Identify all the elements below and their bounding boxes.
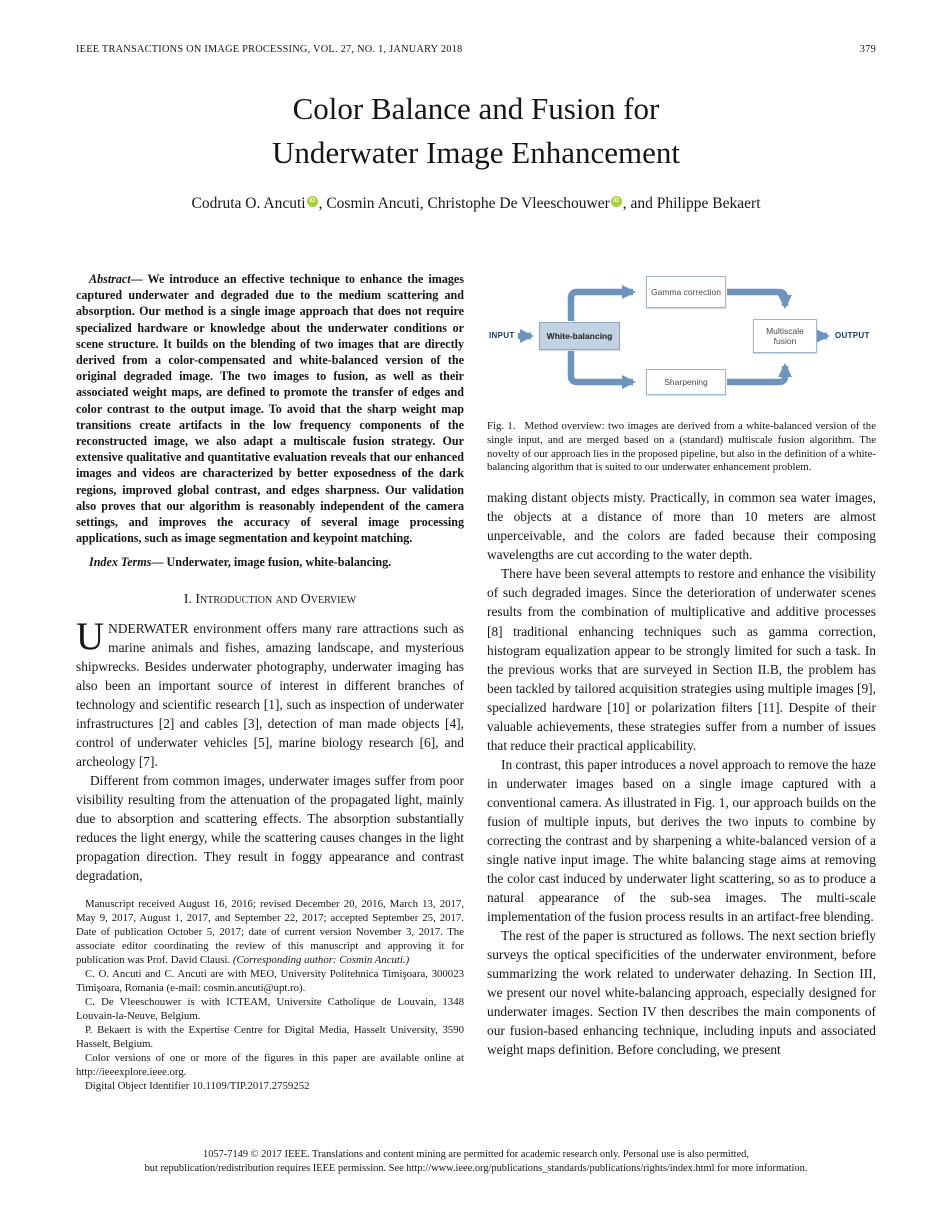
- abstract-text: We introduce an effective technique to enhance the images captured underwater and degraded due to the medium scattering and absorption. Our method is a single image approach that does not require specialized hardware or knowledge about the underwater conditions or scene structure. It builds on the blending of two images that are directly derived from a color-compensated and white-balanced version of the original degraded image. The two images to fusion, as well as their associated weight maps, are defined to promote the transfer of edges and color contrast to the output image. To avoid that the sharp weight map transitions create artifacts in the low frequency components of the reconstructed image, we also adapt a multiscale fusion strategy. Our extensive qualitative and quantitative evaluation reveals that our enhanced images and videos are characterized by better exposedness of the dark regions, improved global contrast, and edges sharpness. Our validation also proves that our algorithm is reasonably independent of the camera settings, and improves the accuracy of several image processing applications, such as image segmentation and keypoint matching.: [76, 272, 465, 546]
- figure1-caption-label: Fig. 1.: [487, 420, 516, 433]
- footnote-manuscript: Manuscript received August 16, 2016; revised December 20, 2016, March 13, 2017, May 9, 2017, August 1, 2017, and September 22, 2017; accepted September 25, 2017. Date of publication October 5, 2017; date of current version November 3, 2017. The associate editor coordinating the review of this manuscript and approving it for publication was Prof. David Clausi. (Corresponding author: Cosmin Ancuti.): [76, 898, 464, 966]
- gamma-correction-box: Gamma correction: [646, 276, 726, 308]
- figure1-caption-text: Method overview: two images are derived from a white-balanced version of the single input, and are merged based on a (standard) multiscale fusion algorithm. The novelty of our approach lies in the proposed pipeline, but also in the definition of a white-balancing algorithm that is suited to our underwater enhancement problem.: [487, 420, 876, 474]
- multiscale-fusion-box: Multiscale fusion: [753, 319, 817, 353]
- index-terms-label: Index Terms—: [89, 555, 164, 570]
- body-paragraph-5: In contrast, this paper introduces a novel approach to remove the haze in underwater images based on a single image captured with a conventional camera. As illustrated in Fig. 1, our approach builds on the fusion of multiple inputs, but derives the two inputs to combine by correcting the contrast and by sharpening a white-balanced version of a single native input image. The white balancing stage aims at removing the color cast induced by underwater light scattering, so as to produce a natural appearance of the sub-sea images. The multi-scale implementation of the fusion process results in an artifact-free blending.: [487, 756, 876, 924]
- corresponding-author-note: (Corresponding author: Cosmin Ancuti.): [232, 954, 410, 966]
- output-label: OUTPUT: [835, 331, 870, 341]
- left-column: [76, 271, 464, 1094]
- sharpening-box: Sharpening: [646, 369, 726, 395]
- author-names: , Cosmin Ancuti, Christophe De Vleeschouwer: [318, 195, 610, 213]
- two-column-body: [76, 271, 876, 1094]
- orcid-icon[interactable]: iD: [307, 196, 318, 207]
- index-terms-text: Underwater, image fusion, white-balancing.: [166, 555, 392, 570]
- intro-paragraph-1: [76, 614, 464, 771]
- author-name: , and Philippe Bekaert: [622, 195, 761, 213]
- abstract: [76, 271, 464, 546]
- title-line-1: Color Balance and Fusion for: [292, 91, 660, 126]
- copyright-line-2: but republication/redistribution requires IEEE permission. See http://www.ieee.org/publications_standards/publications/rights/index.html for more information.: [144, 1162, 808, 1174]
- figure1: [487, 273, 876, 475]
- footnote-doi: Digital Object Identifier 10.1109/TIP.2017.2759252: [85, 1079, 310, 1092]
- footnote-color-versions: Color versions of one or more of the figures in this paper are available online at http://ieeexplore.ieee.org.: [76, 1051, 464, 1078]
- figure1-caption: [487, 420, 876, 475]
- body-paragraph-4: There have been several attempts to restore and enhance the visibility of such degraded images. Since the deterioration of underwater scenes results from the combination of multiplicative and additive processes [8] traditional enhancing techniques such as gamma correction, histogram equalization appear to be strongly limited for such a task. In the previous works that are surveyed in Section II.B, the problem has been tackled by tailored acquisition strategies using multiple images [9], specialized hardware [10] or polarization filters [11]. Despite of their valuable achievements, these strategies suffer from a number of issues that reduce their practical applicability.: [487, 566, 876, 753]
- paper-title: [76, 87, 876, 175]
- section-heading: I. Introduction and Overview: [183, 590, 357, 606]
- input-label: INPUT: [489, 331, 515, 341]
- first-page-footnotes: [76, 898, 464, 1094]
- intro-paragraph-2: Different from common images, underwater images suffer from poor visibility resulting from the attenuation of the propagated light, mainly due to absorption and scattering effects. The absorption substantially reduces the light energy, while the scattering causes changes in the light propagation direction. They result in foggy appearance and contrast degradation,: [76, 772, 464, 884]
- title-line-2: Underwater Image Enhancement: [272, 135, 680, 171]
- author-name: Codruta O. Ancuti: [191, 195, 306, 213]
- footnote-affiliation-3: P. Bekaert is with the Expertise Centre for Digital Media, Hasselt University, 3590 Hasselt, Belgium.: [76, 1023, 464, 1050]
- footnote-affiliation-1: C. O. Ancuti and C. Ancuti are with MEO, University Politehnica Timişoara, 300023 Timişoara, Romania (e-mail: cosmin.ancuti@upt.ro).: [76, 967, 464, 994]
- abstract-label: Abstract—: [89, 272, 143, 287]
- running-head: [76, 44, 876, 55]
- right-column: [487, 271, 876, 1094]
- drop-cap: U: [76, 614, 105, 658]
- footnote-affiliation-2: C. De Vleeschouwer is with ICTEAM, Universite Catholique de Louvain, 1348 Louvain-la-Neuve, Belgium.: [76, 995, 464, 1022]
- figure1-diagram: [487, 273, 876, 405]
- copyright-footer: [40, 1148, 912, 1176]
- body-paragraph-3: making distant objects misty. Practically, in common sea water images, the objects at a distance of more than 10 meters are almost unperceivable, and the colors are faded because their composing wavelengths are cut according to the water depth.: [487, 490, 876, 563]
- orcid-icon[interactable]: iD: [611, 196, 622, 207]
- copyright-line-1: 1057-7149 © 2017 IEEE. Translations and content mining are permitted for academic research only. Personal use is also permitted,: [203, 1148, 749, 1160]
- intro-paragraph-1-text: NDERWATER environment offers many rare attractions such as marine animals and fishes, amazing landscape, and mysterious shipwrecks. Besides underwater photography, underwater imaging has also been an important source of interest in different branches of technology and scientific research [1], such as inspection of underwater infrastructures [2] and cables [3], detection of man made objects [4], control of underwater vehicles [5], marine biology research [6], and archeology [7].: [76, 620, 464, 769]
- white-balancing-box: White-balancing: [539, 322, 620, 350]
- journal-title: IEEE TRANSACTIONS ON IMAGE PROCESSING, VOL. 27, NO. 1, JANUARY 2018: [76, 44, 463, 55]
- authors-line: [76, 195, 876, 213]
- index-terms: [76, 554, 464, 570]
- page-number: 379: [859, 44, 876, 55]
- body-paragraph-6: The rest of the paper is structured as follows. The next section briefly surveys the optical specificities of the underwater environment, before summarizing the work related to underwater dehazing. In Section III, we present our novel white-balancing approach, especially designed for underwater images. Section IV then describes the main components of our fusion-based enhancing technique, including inputs and associated weight maps definition. Before concluding, we present: [487, 928, 876, 1058]
